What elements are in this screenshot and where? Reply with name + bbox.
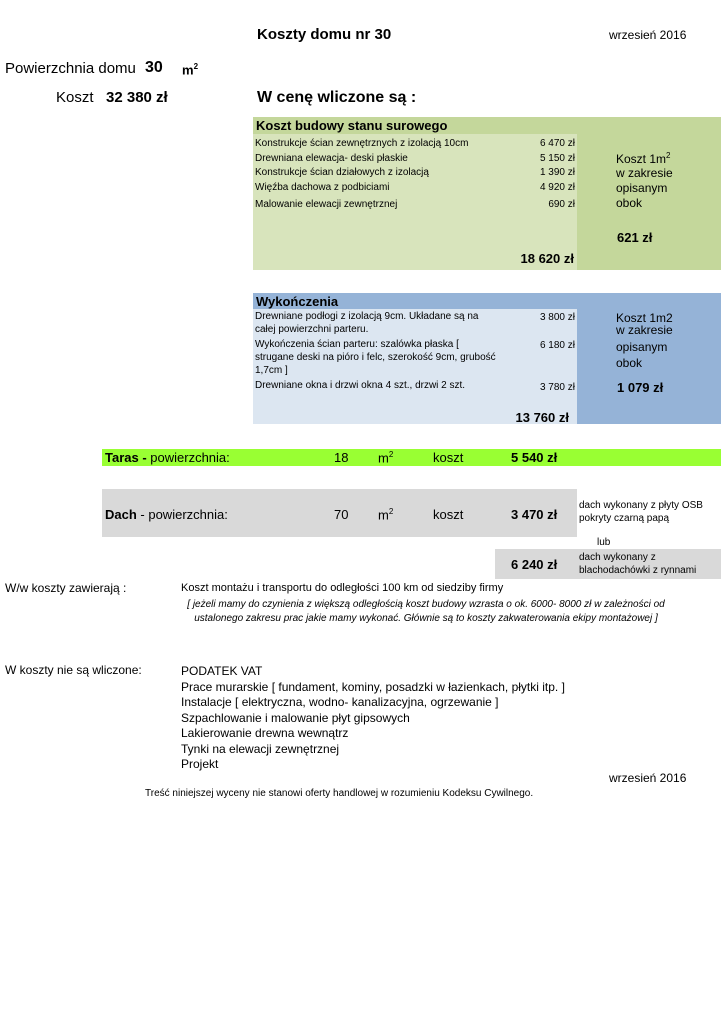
finishing-title: Wykończenia bbox=[256, 294, 339, 309]
roof-area: 70 bbox=[334, 507, 349, 522]
raw-item-value: 1 390 zł bbox=[539, 167, 575, 178]
included-heading: W cenę wliczone są : bbox=[257, 89, 417, 106]
excluded-item: Projekt bbox=[181, 757, 219, 771]
excluded-item: Lakierowanie drewna wewnątrz bbox=[181, 726, 349, 740]
raw-item-value: 5 150 zł bbox=[539, 153, 575, 164]
excluded-item: Prace murarskie [ fundament, kominy, posadzki w łazienkach, płytki itp. ] bbox=[181, 680, 565, 694]
header-date: wrzesień 2016 bbox=[609, 28, 687, 42]
raw-item-label: Konstrukcje ścian zewnętrznych z izolacją 10cm bbox=[255, 138, 469, 149]
finishing-side-value: 1 079 zł bbox=[617, 380, 664, 395]
raw-state-total: 18 620 zł bbox=[520, 251, 574, 266]
finishing-item-value: 3 780 zł bbox=[539, 382, 575, 393]
raw-side-label: obok bbox=[616, 196, 643, 210]
area-value: 30 bbox=[145, 59, 163, 76]
excluded-item: PODATEK VAT bbox=[181, 664, 263, 678]
finishing-item-value: 6 180 zł bbox=[539, 340, 575, 351]
roof-unit: $m^2$ bbox=[378, 507, 394, 523]
terrace-unit: $m^2$ bbox=[378, 450, 394, 466]
raw-item-label: Więźba dachowa z podbiciami bbox=[255, 182, 390, 193]
raw-item-value: 6 470 zł bbox=[539, 138, 575, 149]
terrace-area: 18 bbox=[334, 450, 349, 465]
footer-date: wrzesień 2016 bbox=[609, 771, 687, 785]
finishing-total: 13 760 zł bbox=[515, 410, 569, 425]
area-label: Powierzchnia domu bbox=[5, 60, 136, 77]
roof-option2-value: 6 240 zł bbox=[511, 557, 558, 572]
finishing-item-label: Wykończenia ścian parteru: szalówka płaska [ strugane deski na pióro i felc, szerokość 9cm, grubość 1,7cm ] bbox=[255, 339, 496, 376]
terrace-cost-label: koszt bbox=[433, 450, 464, 465]
finishing-side-label: w zakresie bbox=[616, 323, 673, 337]
excludes-label: W koszty nie są wliczone: bbox=[5, 663, 142, 677]
footer-disclaimer: Treść niniejszej wyceny nie stanowi oferty handlowej w rozumieniu Kodeksu Cywilnego. bbox=[145, 788, 534, 799]
raw-item-label: Malowanie elewacji zewnętrznej bbox=[255, 199, 398, 210]
area-unit: $m^2$ bbox=[182, 62, 199, 78]
roof-option1-desc: dach wykonany z płyty OSB pokryty czarną papą bbox=[579, 500, 703, 524]
includes-label: W/w koszty zawierają : bbox=[5, 581, 127, 595]
roof-cost-value: 3 470 zł bbox=[511, 507, 558, 522]
roof-label: Dach - powierzchnia: bbox=[105, 507, 228, 522]
finishing-item-label: Drewniane okna i drzwi okna 4 szt., drzwi 2 szt. bbox=[255, 380, 466, 391]
finishing-item-value: 3 800 zł bbox=[539, 312, 575, 323]
raw-item-value: 690 zł bbox=[548, 199, 575, 210]
includes-text: Koszt montażu i transportu do odległości 100 km od siedziby firmy bbox=[181, 582, 504, 594]
includes-note: [ jeżeli mamy do czynienia z większą odległością koszt budowy wzrasta o ok. 6000- 8000 zł w zależności od ustalonego zakresu prac jakie mamy wykonać. Głównie są to koszty zakwaterowania ekipy montażowej ] bbox=[187, 599, 665, 624]
roof-option2-desc: dach wykonany z blachodachówki z rynnami bbox=[579, 552, 697, 576]
finishing-side-label: opisanym bbox=[616, 340, 668, 354]
finishing-item-label: Drewniane podłogi z izolacją 9cm. Układane są na całej powierzchni parteru. bbox=[255, 311, 479, 335]
finishing-side-label: obok bbox=[616, 356, 643, 370]
excluded-item: Instalacje [ elektryczna, wodno- kanalizacyjna, ogrzewanie ] bbox=[181, 695, 499, 709]
roof-cost-label: koszt bbox=[433, 507, 464, 522]
raw-state-title: Koszt budowy stanu surowego bbox=[256, 118, 448, 133]
terrace-label: Taras - powierzchnia: bbox=[105, 450, 230, 465]
raw-item-value: 4 920 zł bbox=[539, 182, 575, 193]
raw-item-label: Konstrukcje ścian działowych z izolacją bbox=[255, 167, 429, 178]
raw-side-label: Koszt $1m^2$ bbox=[616, 151, 671, 166]
finishing-side-label: Koszt 1m2 bbox=[616, 311, 673, 325]
raw-side-label: opisanym bbox=[616, 181, 668, 195]
raw-item-label: Drewniana elewacja- deski płaskie bbox=[255, 153, 408, 164]
excluded-item: Tynki na elewacji zewnętrznej bbox=[181, 742, 340, 756]
page-title: Koszty domu nr 30 bbox=[257, 26, 392, 43]
roof-or-label: lub bbox=[597, 537, 611, 548]
raw-side-label: w zakresie bbox=[616, 166, 673, 180]
cost-value: 32 380 zł bbox=[106, 89, 168, 106]
terrace-cost-value: 5 540 zł bbox=[511, 450, 558, 465]
raw-side-value: 621 zł bbox=[617, 230, 653, 245]
excluded-item: Szpachlowanie i malowanie płyt gipsowych bbox=[181, 711, 410, 725]
cost-label: Koszt bbox=[56, 89, 94, 106]
